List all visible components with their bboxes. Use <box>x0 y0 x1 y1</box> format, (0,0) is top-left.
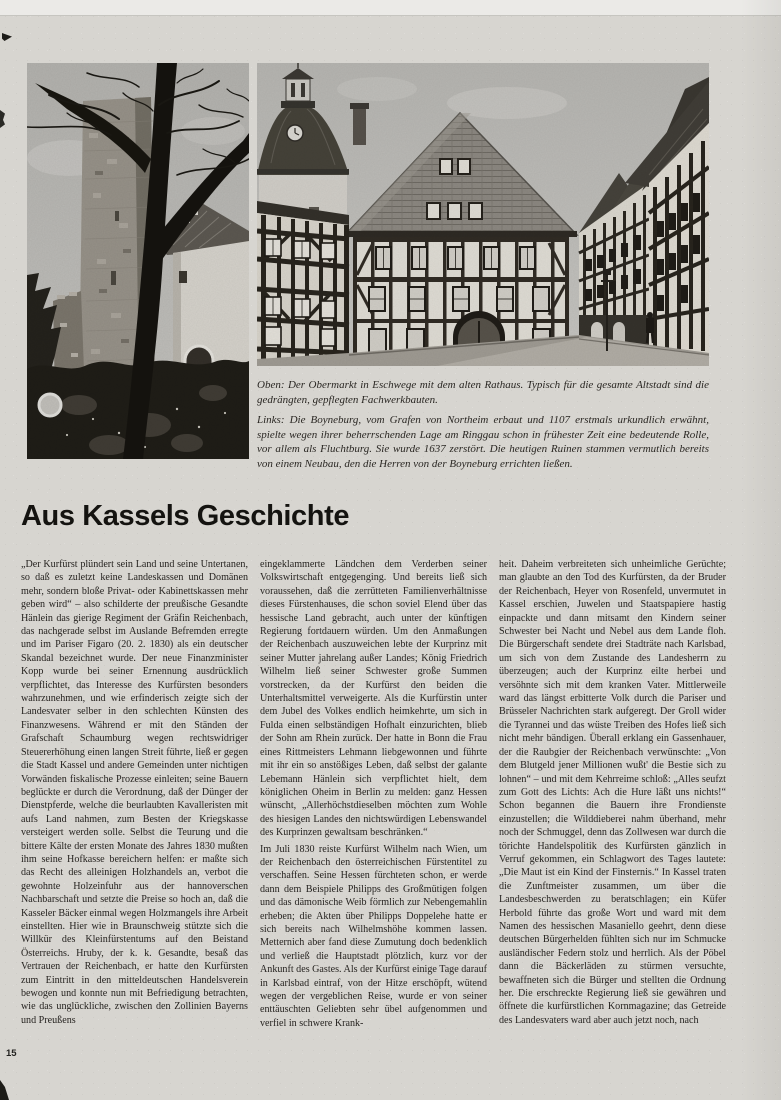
caption-top-photo: Oben: Der Obermarkt in Eschwege mit dem alten Rathaus. Typisch für die gesamte Altstadt sind die gedrängten, gepflegten Fachwerkbauten. <box>257 379 709 406</box>
obermarkt-eschwege-photo <box>257 63 709 366</box>
scan-artifact-mark <box>0 110 5 128</box>
text-column-2 <box>260 558 487 1033</box>
scan-top-edge <box>0 0 781 16</box>
text-column-1 <box>21 558 248 1033</box>
column-paragraph: Im Juli 1830 reiste Kurfürst Wilhelm nach Wien, um der Reichenbach den österreichischen Fürstentitel zu verschaffen. Seine Hessen fürchteten schon, er werde dann dem Beispiele Philipps des Großmütigen folgen und das dämonische Weib förmlich zur Nebengemahlin erheben; die Akten über Philipps Doppelehe hatte er sich bereits nach Wilhelmshöhe kommen lassen. Metternich aber fand diese Zumutung doch bedenklich und verließ die Hauptstadt plötzlich, kurz vor der Ankunft des Gastes. Als der Kurfürst einige Tage darauf in Karlsbad eintraf, von der Hitze erschöpft, wütend wegen der vergeblichen Reise, wurde er von seiner enttäuschten Geliebten sehr übel aufgenommen und verfiel in schwere Krank- <box>260 843 487 1029</box>
scan-artifact-mark <box>2 33 12 41</box>
boyneburg-ruin-photo <box>27 63 249 459</box>
page-number: 15 <box>6 1048 17 1059</box>
column-paragraph: heit. Daheim verbreiteten sich unheimliche Gerüchte; man glaubte an den Tod des Kurfürsten, da der Bruder der Reichenbach, Heyer von Rosenfeld, unvermutet in Kassel erschien, Juwelen und Staatspapiere hastig einpackte und dann mitsamt den Kindern seiner Schwester bei Nacht und Nebel aus dem Lande floh. Die Bürgerschaft sendete drei Stadträte nach Karlsbad, um sich von dem Zustande des Landesherrn zu überzeugen; auch der Kurprinz eilte herbei und versöhnte sich mit dem kranken Vater. Mittlerweile ward das längst erbitterte Volk durch die Pariser und Brüsseler Nachrichten stark aufgeregt. Der Groll wider die Tyrannei und das wüste Treiben des Hofes ließ sich nicht mehr bändigen. Überall erklang ein Gassenhauer, der die Raubgier der Reichenbach verwünschte: „Von dem Blutgeld jener Millionen wußt' die Bestie sich zu lohnen“ – und mit dem Kehrreime schloß: „Alles seufzt zum Gott des Lichts: Ach die Hure läßt uns nichts!“ Schon begannen die Bauern ihre Frondienste einzustellen; die Wilddieberei nahm überhand, mehr noch der Schmuggel, denn das Zollwesen war durch die törichte Handelspolitik des Kurfürsten gänzlich in Verruf gekommen, ein Schlagwort des Tages lautete: „Die Maut ist ein Kind der Finsternis.“ In Kassel traten die Zunftmeister zusammen, um über die Landesbeschwerden zu beratschlagen; ein Küfer Herbold führte das große Wort und ward mit dem Namen des hessischen Masaniello geehrt, denn diese deutschen Bürgerhelden fühlten sich nur im Schmucke ausländischer Federn stolz und herrlich. Als der Pöbel dann die Bäckerläden zu stürmen versuchte, bewaffneten sich die Bürger und stellten die Ordnung her. Die erschreckte Regierung ließ sie gewähren und öffnete die kurfürstlichen Kornmagazine; das Getreide des Landesvaters ward aber auch jetzt noch, nach <box>499 559 726 1026</box>
text-column-3 <box>499 558 726 1033</box>
column-paragraph: eingeklammerte Ländchen dem Verderben seiner Volkswirtschaft entgegenging. Und bereits ließ sich voraussehen, daß die zerrütteten Familienverhältnisse dieses Fürstenhauses, die schon soviel Elend über das hessische Land gebracht, auch unter der künftigen Regierung fortdauern würden. Um den Anmaßungen der Reichenbach auszuweichen lebte der Kurprinz mit seiner Mutter jahrelang außer Landes; König Friedrich Wilhelm ließ seiner Schwester große Summen vorstrecken, da der Kurfürst den beiden die Unterhaltsmittel verweigerte. Als die Kurfürstin unter dem Jubel des Volkes endlich heimkehrte, um sich in Fulda einen selbständigen Hofhalt einzurichten, blieb der Sohn am Rhein zurück. Der hatte in Bonn die Frau eines Rittmeisters Lehmann liebgewonnen und führte mit ihr ein so anstößiges Leben, daß selbst der galante Lebemann Hänlein sich verpflichtet hielt, dem königlichen Oheim in Berlin zu melden: ganz Hessen wünscht, „Allerhöchstdieselben möchten zum Wohle des hiesigen Landes den nichtswürdigen Lebenswandel des Kurprinzen gewaltsam beschränken.“ <box>260 559 487 839</box>
scan-corner-artifact <box>0 1080 9 1100</box>
column-paragraph: „Der Kurfürst plündert sein Land und seine Untertanen, so daß es zuletzt keine Landeskassen und Domänen mehr, sondern bloße Privat- oder Kabinettskassen mehr geben wird“ – also schilderte der preußische Gesandte Hänlein das gierige Regiment der Gräfin Reichenbach, das nachgerade selbst im Auslande Befremden erregte und im Pariser Figaro (20. 2. 1830) als ein deutscher Skandal bezeichnet wurde. Der neue Finanzminister Kopp wurde bei seiner Ernennung ausdrücklich verpflichtet, das Interesse des Kurfürsten besonders wahrzunehmen, und wie erfinderisch zeigte sich der Landesvater selber in den schlechten Künsten des Finanzwesens. Während er mit den Ständen der Grafschaft Schaumburg wegen rechtswidriger Steuererhöhung einen langen Streit führte, ließ er gegen die Stadt Kassel und andere Gemeinden unter nichtigen Vorwänden fiskalische Prozesse einleiten; seine Bauern beglückte er durch die Verordnung, daß der Dünger der Dienstpferde, welche die beurlaubten Kavalleristen mit aufs Land nahmen, zum Besten der Kriegskasse versteigert werden solle. Selbst die Teurung und die bittere Kälte der ersten Monate des Jahres 1830 mußten ihm seine Hofkasse bereichern helfen: er maßte sich das Recht des alleinigen Holzhandels an, verbot die gewohnte Holzeinfuhr aus der hannoverschen Nachbarschaft und setzte die Preise so hoch an, daß die Kasseler Bäcker einmal wegen Holzmangels ihre Arbeit einstellten. Hier wie in Braunschweig stützte sich die Willkür des Kleinfürstentums auf den Beistand Österreichs. Hruby, der k. k. Gesandte, besaß das Vertrauen der Reichenbach, er hatte den Kurfürsten zum Eintritt in den mitteldeutschen Handelsverein bewogen und konnte nun mit Befriedigung betrachten, wie das unglückliche, zwischen den Zollinien Bayerns und Preußens <box>21 559 248 1026</box>
scan-right-shade <box>741 0 781 1100</box>
photo-captions <box>257 378 709 478</box>
article-headline: Aus Kassels Geschichte <box>21 500 350 532</box>
article-body <box>21 558 726 1033</box>
caption-left-photo: Links: Die Boyneburg, vom Grafen von Northeim erbaut und 1107 erstmals urkundlich erwähnt, spielte wegen ihrer beherrschenden Lage am Ringgau schon in frühester Zeit eine bedeutende Rolle, vor allem als Fluchtburg. Sie wurde 1637 zerstört. Die heutigen Ruinen stammen vermutlich bereits von einem Neubau, den die Herren von der Boyneburg errichten ließen. <box>257 414 709 470</box>
